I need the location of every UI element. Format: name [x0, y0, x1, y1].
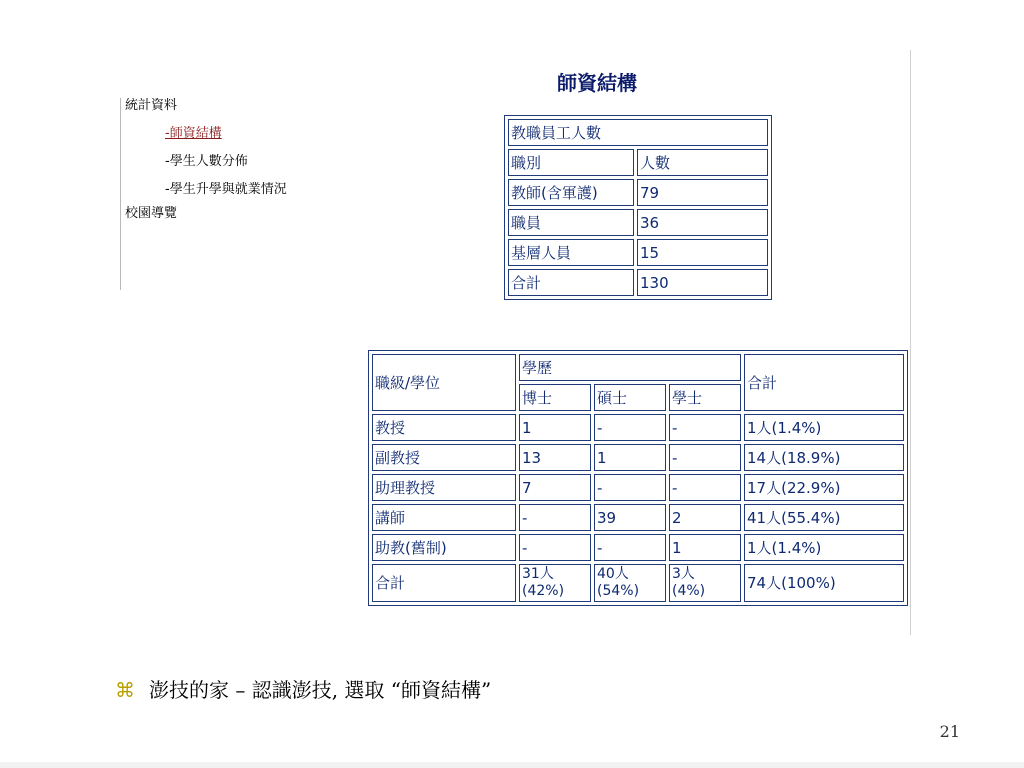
column-header: 學士 [669, 384, 741, 411]
table-cell [669, 564, 741, 602]
table-cell: - [594, 474, 666, 501]
table-cell: - [669, 444, 741, 471]
table-cell [519, 564, 591, 602]
table-cell: 1 [669, 534, 741, 561]
table-cell: 基層人員 [508, 239, 634, 266]
column-header: 職級/學位 [372, 354, 516, 411]
table-cell: 17人(22.9%) [744, 474, 904, 501]
table-cell: 13 [519, 444, 591, 471]
table-cell: 14人(18.9%) [744, 444, 904, 471]
sidebar-nav [120, 98, 313, 290]
column-header: 碩士 [594, 384, 666, 411]
faculty-degree-table [368, 350, 908, 606]
table-heading: 教職員工人數 [508, 119, 768, 146]
table-cell: 副教授 [372, 444, 516, 471]
column-header: 職別 [508, 149, 634, 176]
table-row [372, 564, 904, 602]
slide-caption [115, 674, 491, 703]
page-title: 師資結構 [557, 71, 637, 95]
table-cell: 教授 [372, 414, 516, 441]
table-cell: 2 [669, 504, 741, 531]
table-row [372, 474, 904, 501]
table-cell: 7 [519, 474, 591, 501]
table-row [508, 149, 768, 176]
sidebar-item-student-distribution[interactable]: -學生人數分佈 [165, 154, 248, 169]
column-header: 博士 [519, 384, 591, 411]
table-cell: - [594, 534, 666, 561]
table-row [372, 534, 904, 561]
table-cell: 助教(舊制) [372, 534, 516, 561]
sidebar-item-statistics[interactable]: 統計資料 [125, 98, 178, 113]
table-cell: 1人(1.4%) [744, 414, 904, 441]
table-cell: 講師 [372, 504, 516, 531]
page-number: 21 [939, 722, 960, 741]
webpage-screenshot [112, 50, 912, 635]
screenshot-edge-divider [910, 50, 911, 635]
table-row [508, 239, 768, 266]
table-row [372, 414, 904, 441]
table-cell: - [594, 414, 666, 441]
cell-percent: (42%) [522, 583, 565, 599]
table-cell: 助理教授 [372, 474, 516, 501]
table-cell: 合計 [508, 269, 634, 296]
cell-count: 31人 [522, 566, 554, 582]
table-cell: 合計 [372, 564, 516, 602]
table-row [508, 179, 768, 206]
table-cell: 教師(含軍護) [508, 179, 634, 206]
table-row [372, 444, 904, 471]
table-row [508, 269, 768, 296]
table-cell [594, 564, 666, 602]
sidebar-item-faculty-structure[interactable]: -師資結構 [165, 126, 222, 141]
table-row [372, 354, 904, 381]
table-cell: 39 [594, 504, 666, 531]
column-header: 合計 [744, 354, 904, 411]
sidebar-item-graduate-outcomes[interactable]: -學生升學與就業情況 [165, 182, 287, 197]
table-cell: - [519, 504, 591, 531]
table-cell: 1 [519, 414, 591, 441]
table-cell: 1 [594, 444, 666, 471]
caption-text: 澎技的家 – 認識澎技, 選取 “師資結構” [149, 678, 492, 702]
table-cell: 36 [637, 209, 768, 236]
footer-band [0, 762, 1024, 768]
sidebar-item-campus-tour[interactable]: 校園導覽 [125, 206, 178, 221]
table-cell: 職員 [508, 209, 634, 236]
table-cell: 15 [637, 239, 768, 266]
cell-percent: (4%) [672, 583, 706, 599]
cell-percent: (54%) [597, 583, 640, 599]
table-cell: - [519, 534, 591, 561]
cell-count: 3人 [672, 566, 695, 582]
table-row [508, 209, 768, 236]
table-cell: 130 [637, 269, 768, 296]
table-cell: - [669, 474, 741, 501]
table-cell: 74人(100%) [744, 564, 904, 602]
table-cell: 41人(55.4%) [744, 504, 904, 531]
column-header: 人數 [637, 149, 768, 176]
table-cell: - [669, 414, 741, 441]
cell-count: 40人 [597, 566, 629, 582]
column-header: 學歷 [519, 354, 741, 381]
staff-count-table [504, 115, 772, 300]
command-bullet-icon: ⌘ [115, 678, 135, 702]
table-row [508, 119, 768, 146]
table-cell: 1人(1.4%) [744, 534, 904, 561]
table-row [372, 504, 904, 531]
table-cell: 79 [637, 179, 768, 206]
